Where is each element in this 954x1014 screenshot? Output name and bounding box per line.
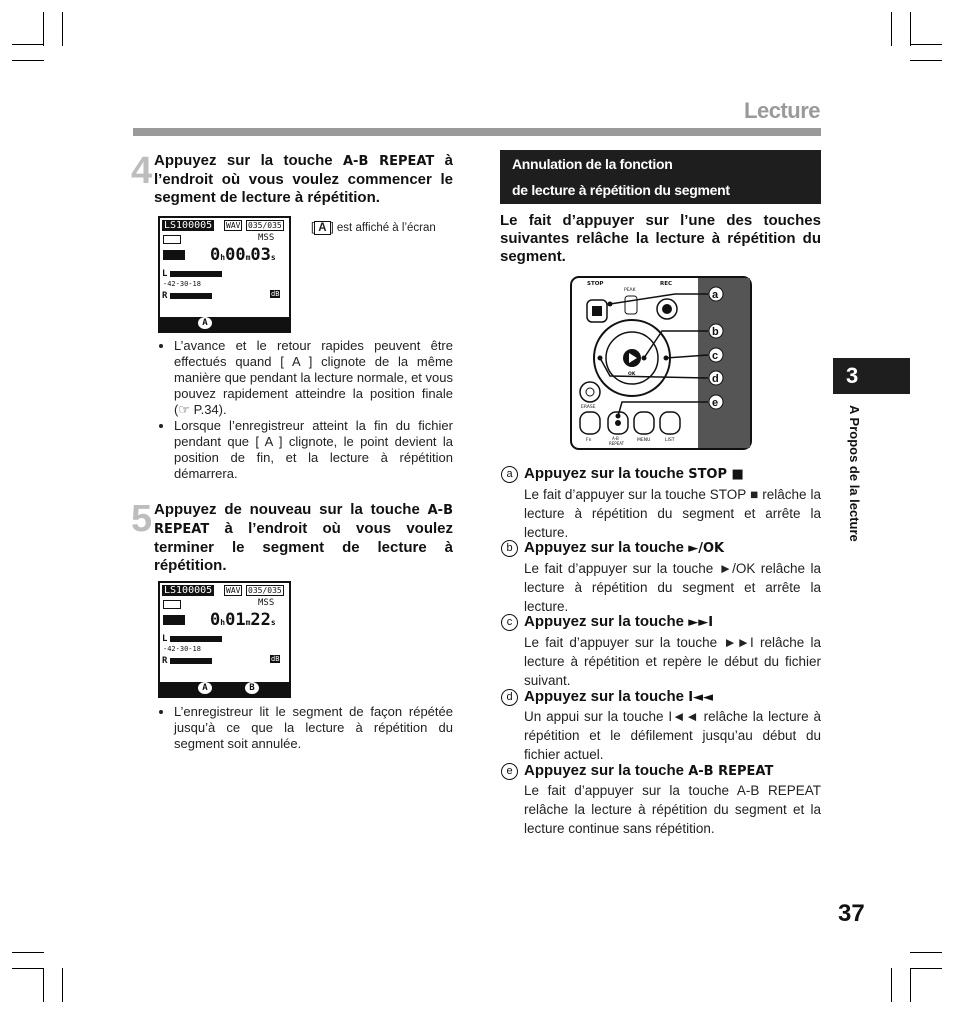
ab-a-marker: A	[198, 682, 212, 694]
lcd-time: 0h00m03s	[210, 245, 276, 265]
ab-b-marker: B	[245, 682, 259, 694]
battery-icon	[163, 235, 181, 244]
svg-text:c: c	[712, 350, 719, 362]
step-4-number: 4	[131, 150, 153, 192]
page-number: 37	[838, 900, 865, 927]
item-a-desc: Le fait d’appuyer sur la touche STOP ■ relâche la lecture à répétition du segment et arrête la lecture.	[524, 487, 821, 540]
stop-label: STOP	[587, 281, 604, 287]
svg-text:REPEAT: REPEAT	[609, 441, 625, 446]
svg-text:b: b	[712, 326, 719, 338]
svg-text:REC: REC	[660, 281, 673, 287]
repeat-a-icon: A	[314, 221, 330, 235]
lcd-format: WAV	[226, 221, 241, 230]
item-c-heading: c Appuyez sur la touche ►►I	[501, 613, 713, 631]
lcd-bottom-bar	[160, 682, 289, 696]
item-e-heading: e Appuyez sur la touche A-B REPEAT	[501, 762, 773, 780]
recorder-buttons-illustration	[570, 276, 752, 450]
lcd-scale: -42-30-18	[163, 280, 201, 288]
ab-a-marker: A	[198, 317, 212, 329]
header-rule	[133, 128, 821, 136]
step-5-instruction: Appuyez de nouveau sur la touche A-B REPEAT à l’endroit où vous voulez terminer le segment de lecture à répétition.	[154, 501, 453, 574]
list-item: • L’enregistreur lit le segment de façon répétée jusqu’à ce que la lecture à répétition du segment soit annulée.	[174, 704, 453, 752]
step-4-instruction: Appuyez sur la touche A-B REPEAT à l’endroit où vous voulez commencer le segment de lecture à répétition.	[154, 152, 454, 206]
svg-text:MENU: MENU	[637, 438, 651, 443]
step-5-notes	[154, 704, 453, 752]
svg-text:LIST: LIST	[665, 438, 675, 443]
step-4-caption: [ A ] est affiché à l’écran	[311, 222, 436, 234]
step-5-number: 5	[131, 498, 153, 540]
cancel-intro: Le fait d’appuyer sur l’une des touches suivantes relâche la lecture à répétition du segment.	[500, 212, 821, 265]
item-c-desc: Le fait d’appuyer sur la touche ►►I relâche la lecture à répétition et repère le début du fichier suivant.	[524, 635, 821, 688]
svg-text:Fn: Fn	[586, 438, 592, 443]
battery-icon	[163, 600, 181, 609]
chapter-label: A Propos de la lecture	[847, 405, 862, 542]
level-meter-r	[170, 658, 212, 664]
svg-text:d: d	[712, 373, 719, 385]
lcd-counter: 035/035	[248, 221, 282, 230]
level-meter-l	[170, 636, 222, 642]
section-title: Lecture	[744, 98, 820, 123]
item-a-heading: a Appuyez sur la touche STOP ■	[501, 465, 744, 483]
svg-text:OK: OK	[628, 372, 636, 377]
svg-text:PEAK: PEAK	[624, 288, 636, 293]
list-item: • Lorsque l’enregistreur atteint la fin du fichier pendant que [ A ] clignote, le point devient la position de fin, et la lecture à répétition démarrera.	[174, 418, 453, 482]
lcd-screen-step5: LS100005 WAV 035/035 MSS 0h01m22s L -42-30-18 dB R A B	[158, 581, 291, 698]
svg-text:a: a	[712, 289, 719, 301]
item-d-desc: Un appui sur la touche I◄◄ relâche la lecture à répétition et le défilement jusqu’au début du fichier actuel.	[524, 709, 821, 762]
play-status-icon	[163, 250, 185, 260]
svg-text:e: e	[712, 397, 719, 409]
item-b-heading: b Appuyez sur la touche ►/OK	[501, 539, 724, 557]
lcd-file: LS100005	[164, 220, 213, 231]
lcd-time: 0h01m22s	[210, 610, 276, 630]
level-meter-r	[170, 293, 212, 299]
lcd-screen-step4: LS100005 WAV 035/035 MSS 0h00m03s L -42-30-18 dB R A	[158, 216, 291, 333]
item-b-desc: Le fait d’appuyer sur la touche ►/OK relâche la lecture à répétition du segment et arrête la lecture.	[524, 561, 821, 614]
chapter-tab: 3	[833, 358, 910, 394]
level-meter-l	[170, 271, 222, 277]
item-d-heading: d Appuyez sur la touche I◄◄	[501, 688, 713, 706]
cancel-banner: Annulation de la fonction de lecture à répétition du segment	[500, 150, 821, 204]
list-item: • L’avance et le retour rapides peuvent être effectués quand [ A ] clignote de la même manière que pendant la lecture normale, et vous pouvez rapidement atteindre la position finale (☞ P.34).	[174, 338, 453, 418]
lcd-bottom-bar	[160, 317, 289, 331]
play-status-icon	[163, 615, 185, 625]
svg-text:ERASE: ERASE	[581, 405, 596, 410]
svg-text:A-B: A-B	[612, 436, 619, 441]
lcd-quality: MSS	[258, 233, 275, 243]
item-e-desc: Le fait d’appuyer sur la touche A-B REPEAT relâche la lecture à répétition du segment et la lecture continue sans répétition.	[524, 783, 821, 836]
step-4-notes	[154, 338, 453, 482]
